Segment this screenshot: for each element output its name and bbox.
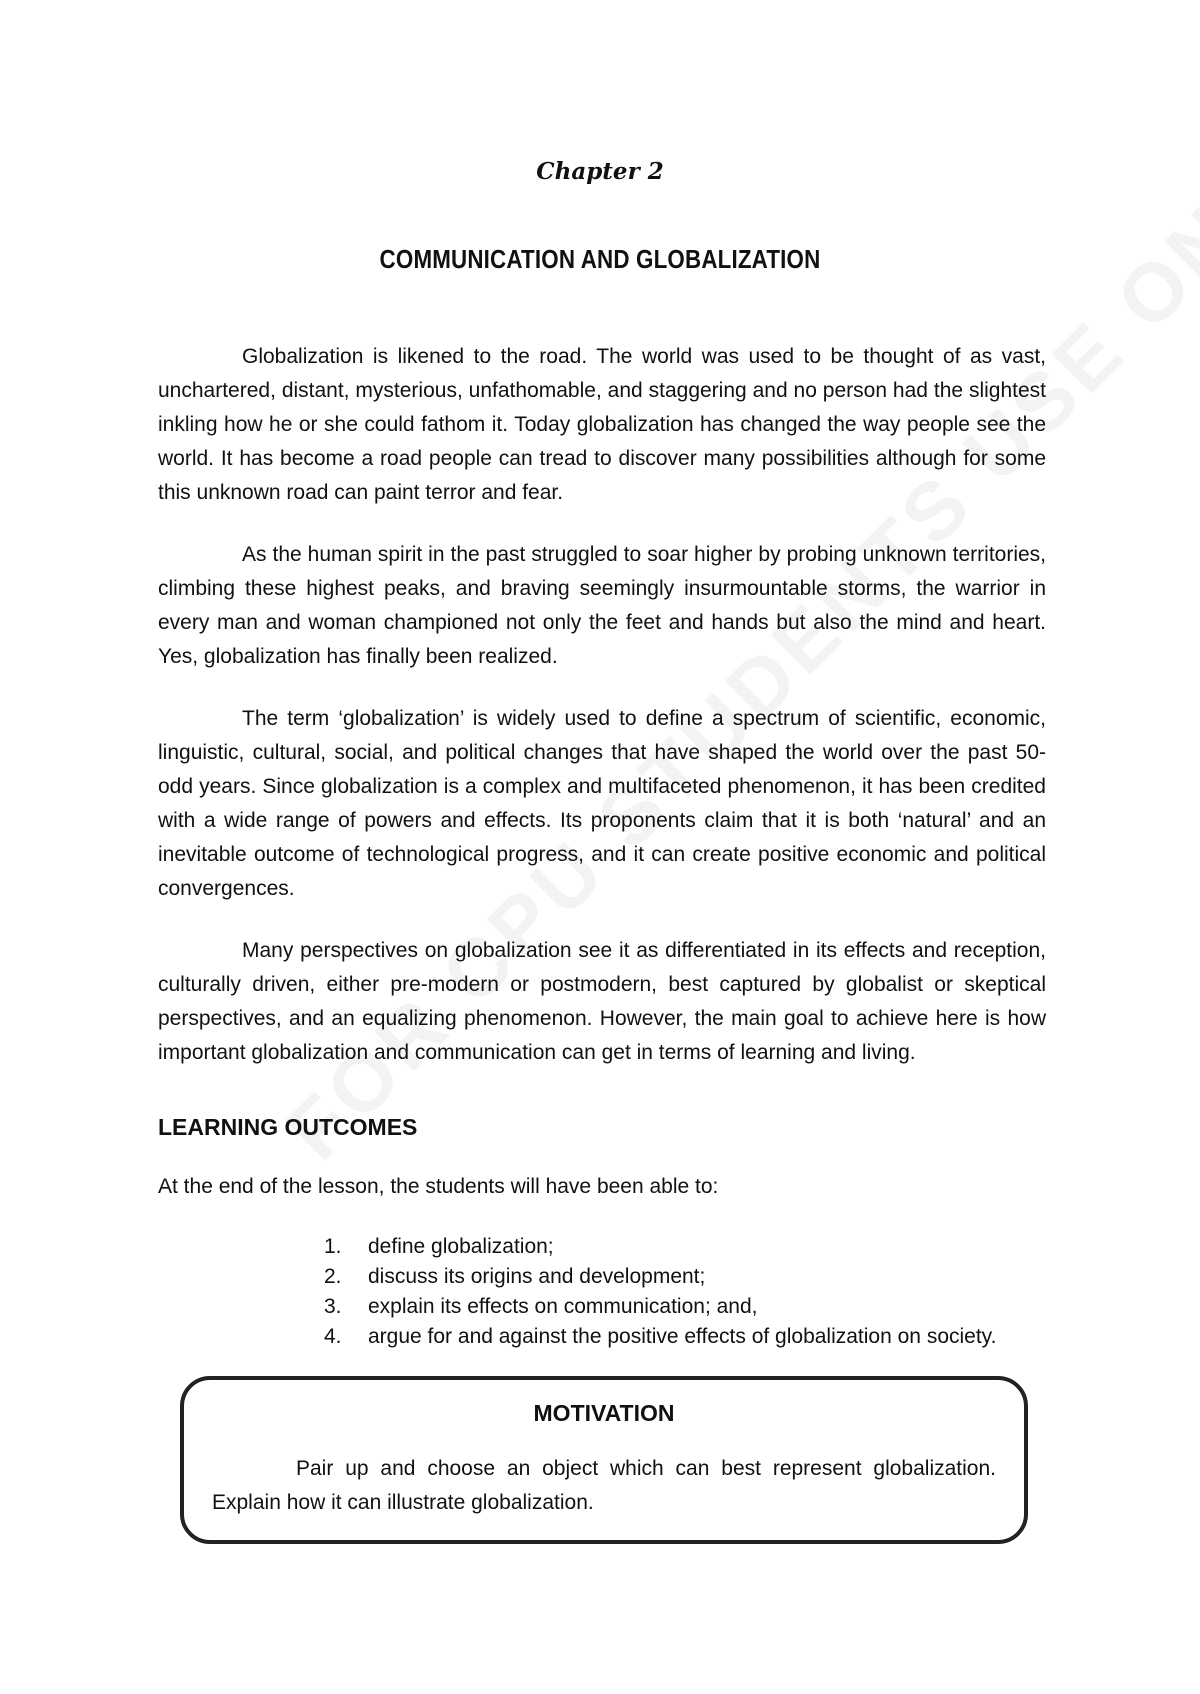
list-item-text: define globalization; xyxy=(368,1235,554,1258)
chapter-label: Chapter 2 xyxy=(536,158,664,185)
list-item-text: discuss its origins and development; xyxy=(368,1265,706,1288)
motivation-heading: MOTIVATION xyxy=(533,1400,675,1426)
learning-outcomes-heading: LEARNING OUTCOMES xyxy=(158,1114,418,1140)
motivation-text: Pair up and choose an object which can best represent globalization. Explain how it can illustrate globalization. xyxy=(212,1457,996,1514)
list-item xyxy=(324,1322,996,1352)
paragraph: The term ‘globalization’ is widely used to define a spectrum of scientific, economic, linguistic, cultural, social, and political changes that have shaped the world over the past 50-odd years. Since globalization is a complex and multifaceted phenomenon, it has been credited with a wide range of powers and effects. Its proponents claim that it is both ‘natural’ and an inevitable outcome of technological progress, and it can create positive economic and political convergences. xyxy=(158,707,1046,900)
list-item-text: explain its effects on communication; and, xyxy=(368,1295,758,1318)
chapter-title: COMMUNICATION AND GLOBALIZATION xyxy=(379,244,821,274)
paragraph: Many perspectives on globalization see it as differentiated in its effects and reception, culturally driven, either pre-modern or postmodern, best captured by globalist or skeptical perspectives, and an equalizing phenomenon. However, the main goal to achieve here is how important globalization and communication can get in terms of learning and living. xyxy=(158,939,1046,1064)
list-item-number: 3. xyxy=(324,1295,342,1318)
motivation-box xyxy=(180,1376,1028,1544)
learning-outcomes-list xyxy=(324,1232,996,1352)
list-item xyxy=(324,1292,996,1322)
learning-outcomes-intro: At the end of the lesson, the students will have been able to: xyxy=(158,1175,719,1198)
paragraph: As the human spirit in the past struggled to soar higher by probing unknown territories, climbing these highest peaks, and braving seemingly insurmountable storms, the warrior in every man and woman championed not only the feet and hands but also the mind and heart. Yes, globalization has finally been realized. xyxy=(158,543,1046,668)
list-item-number: 2. xyxy=(324,1265,342,1288)
list-item-number: 1. xyxy=(324,1235,342,1258)
body-text xyxy=(158,340,1046,1098)
list-item-text: argue for and against the positive effects of globalization on society. xyxy=(368,1325,997,1348)
paragraph: Globalization is likened to the road. The world was used to be thought of as vast, unchartered, distant, mysterious, unfathomable, and staggering and no person had the slightest inkling how he or she could fathom it. Today globalization has changed the way people see the world. It has become a road people can tread to discover many possibilities although for some this unknown road can paint terror and fear. xyxy=(158,345,1046,504)
list-item xyxy=(324,1262,996,1292)
list-item-number: 4. xyxy=(324,1325,342,1348)
list-item xyxy=(324,1232,996,1262)
